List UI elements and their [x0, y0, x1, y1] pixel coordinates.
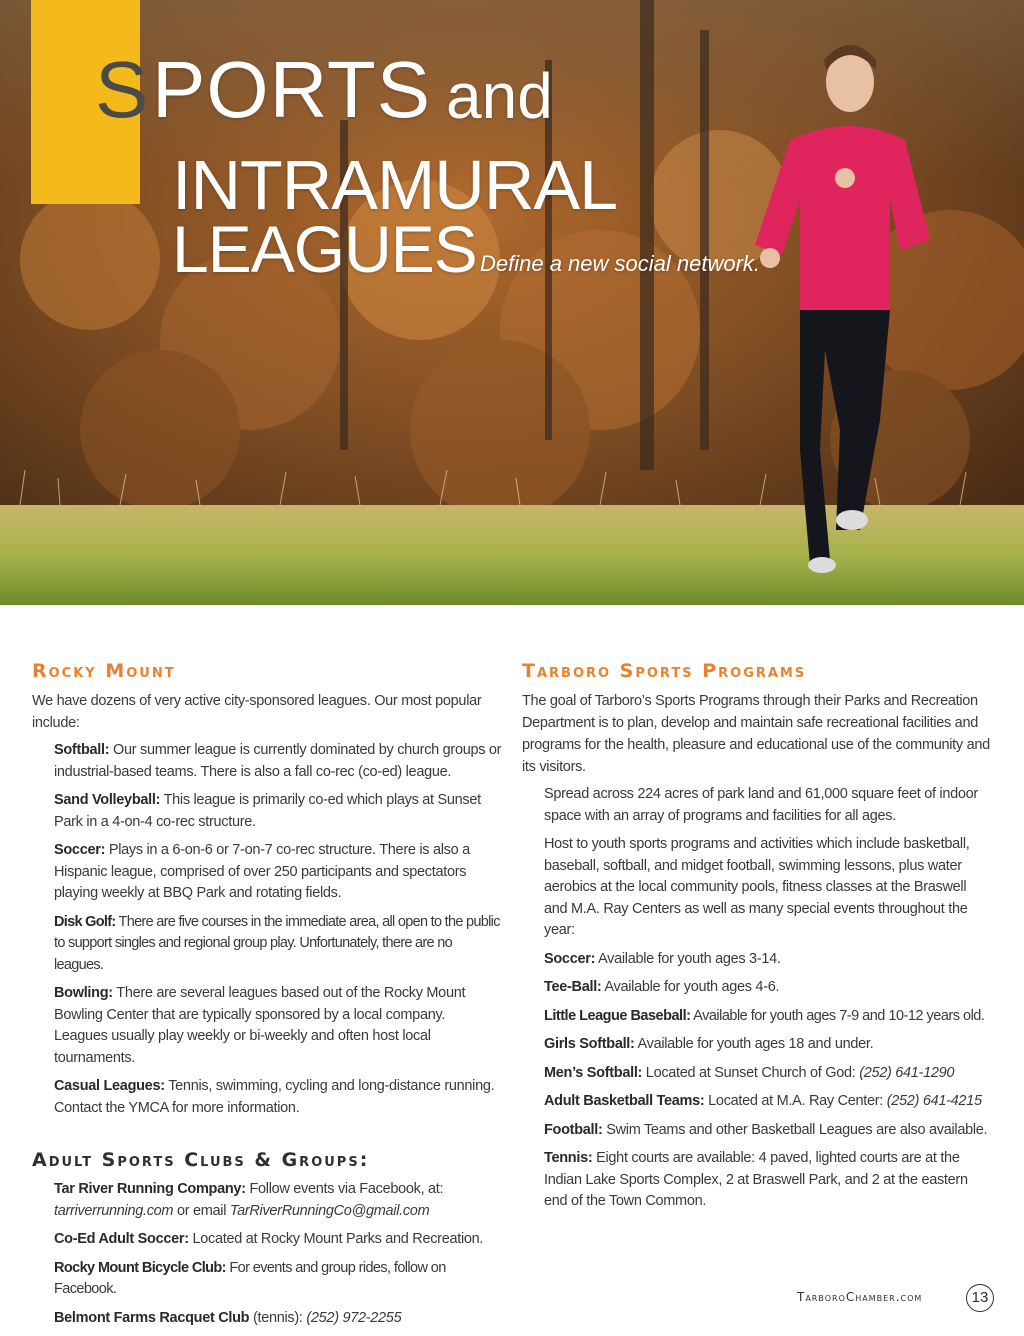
league-label: Bowling:	[54, 985, 113, 1001]
league-item	[54, 840, 502, 905]
program-phone: (252) 641-4215	[886, 1093, 982, 1109]
program-label: Football:	[544, 1121, 603, 1138]
program-label: Men’s Softball:	[544, 1064, 643, 1081]
adult-clubs-heading: Adult Sports Clubs & Groups:	[32, 1149, 370, 1171]
program-text: Located at Sunset Church of God:	[642, 1064, 860, 1081]
program-text: Available for youth ages 7-9 and 10-12 years old.	[690, 1007, 985, 1024]
program-text: Located at M.A. Ray Center:	[704, 1093, 887, 1109]
club-label: Co-Ed Adult Soccer:	[54, 1231, 189, 1247]
club-text: Follow events via Facebook, at:	[245, 1181, 444, 1197]
program-item	[544, 1063, 992, 1085]
title-leagues: LEAGUES	[172, 212, 477, 286]
league-item	[54, 1076, 502, 1119]
page-number: 13	[966, 1284, 994, 1312]
program-label: Tennis:	[544, 1150, 593, 1166]
league-label: Sand Volleyball:	[54, 792, 161, 808]
league-item	[54, 790, 502, 833]
league-text: This league is primarily co-ed which plays at Sunset Park in a 4-on-4 co-rec structure.	[54, 792, 481, 830]
program-label: Girls Softball:	[544, 1036, 635, 1052]
program-text: Eight courts are available: 4 paved, lighted courts are at the Indian Lake Sports Complex, 2 at Braswell Park, and 2 at the eastern end of the Town Common.	[544, 1150, 968, 1209]
title-and: and	[446, 60, 553, 132]
club-item	[54, 1229, 502, 1251]
program-item	[544, 1034, 992, 1056]
rocky-mount-intro: We have dozens of very active city-sponsored leagues. Our most popular include:	[32, 693, 482, 731]
program-text: Swim Teams and other Basketball Leagues are also available.	[602, 1121, 988, 1138]
league-label: Softball:	[54, 742, 110, 758]
league-text: Plays in a 6-on-6 or 7-on-7 co-rec structure. There is also a Hispanic league, comprised of over 250 participants and spectators playing weekly at BBQ Park and rotating fields.	[54, 842, 470, 901]
tarboro-paragraph: Host to youth sports programs and activities which include basketball, baseball, softball, and midget football, swimming lessons, plus water aerobics at the local community pools, fitness classes at the Braswell and M.A. Ray Centers as well as many special events throughout the year:	[544, 836, 970, 938]
program-phone: (252) 641-1290	[859, 1064, 955, 1081]
league-text: There are five courses in the immediate area, all open to the public to support singles and regional group play. Unfortunately, there are no leagues.	[54, 913, 500, 973]
program-item	[544, 1091, 992, 1113]
club-label: Rocky Mount Bicycle Club:	[54, 1259, 226, 1276]
league-label: Soccer:	[54, 842, 106, 858]
program-item	[544, 949, 992, 971]
league-item	[54, 740, 502, 783]
league-item	[54, 983, 502, 1069]
club-phone: (252) 972-2255	[306, 1309, 402, 1326]
program-label: Soccer:	[544, 950, 596, 967]
program-text: Available for youth ages 3-14.	[595, 950, 781, 967]
left-column	[32, 660, 502, 1336]
title-sports: PORTS	[152, 45, 432, 134]
club-label: Tar River Running Company:	[54, 1181, 246, 1197]
tarboro-paragraph: Spread across 224 acres of park land and 61,000 square feet of indoor space with an array of programs and facilities for all ages.	[544, 786, 978, 824]
league-item	[54, 912, 502, 977]
club-label: Belmont Farms Racquet Club	[54, 1309, 250, 1326]
right-column	[522, 660, 992, 1220]
program-label: Little League Baseball:	[544, 1007, 691, 1024]
club-item	[54, 1308, 502, 1330]
program-item	[544, 1148, 992, 1213]
league-label: Casual Leagues:	[54, 1078, 165, 1094]
title-intramural: INTRAMURAL	[172, 146, 618, 224]
club-item	[54, 1179, 502, 1222]
program-item	[544, 1120, 992, 1142]
club-text: (tennis):	[249, 1309, 307, 1326]
title-initial: S	[95, 45, 149, 134]
rocky-mount-heading: Rocky Mount	[32, 660, 176, 682]
tagline: Define a new social network.	[480, 251, 761, 276]
program-item	[544, 1006, 992, 1028]
club-text: Located at Rocky Mount Parks and Recreation.	[188, 1231, 484, 1247]
league-text: Our summer league is currently dominated by church groups or industrial-based teams. There is also a fall co-rec (co-ed) league.	[54, 742, 502, 780]
club-website-link[interactable]: tarriverrunning.com	[54, 1202, 174, 1219]
club-text: or email	[173, 1202, 230, 1219]
footer-website[interactable]: TarboroChamber.com	[797, 1290, 923, 1304]
league-label: Disk Golf:	[54, 913, 116, 930]
club-text: For events and group rides, follow on Facebook.	[54, 1259, 446, 1297]
program-label: Tee-Ball:	[544, 979, 602, 995]
club-item	[54, 1258, 502, 1301]
hero-photo	[0, 0, 1024, 605]
league-text: There are several leagues based out of the Rocky Mount Bowling Center that are typically sponsored by a local company. Leagues usually play weekly or bi-weekly and often host local tournaments.	[54, 985, 466, 1066]
program-item	[544, 977, 992, 999]
program-text: Available for youth ages 18 and under.	[634, 1036, 874, 1052]
league-text: Tennis, swimming, cycling and long-distance running. Contact the YMCA for more information.	[54, 1078, 495, 1116]
program-label: Adult Basketball Teams:	[544, 1093, 705, 1109]
tarboro-heading: Tarboro Sports Programs	[522, 660, 807, 682]
program-text: Available for youth ages 4-6.	[601, 979, 780, 995]
club-email-link[interactable]: TarRiverRunningCo@gmail.com	[229, 1202, 430, 1219]
tarboro-intro: The goal of Tarboro’s Sports Programs through their Parks and Recreation Department is to plan, develop and maintain safe recreational facilities and programs for the health, pleasure and educational use of the community and its visitors.	[522, 693, 990, 775]
